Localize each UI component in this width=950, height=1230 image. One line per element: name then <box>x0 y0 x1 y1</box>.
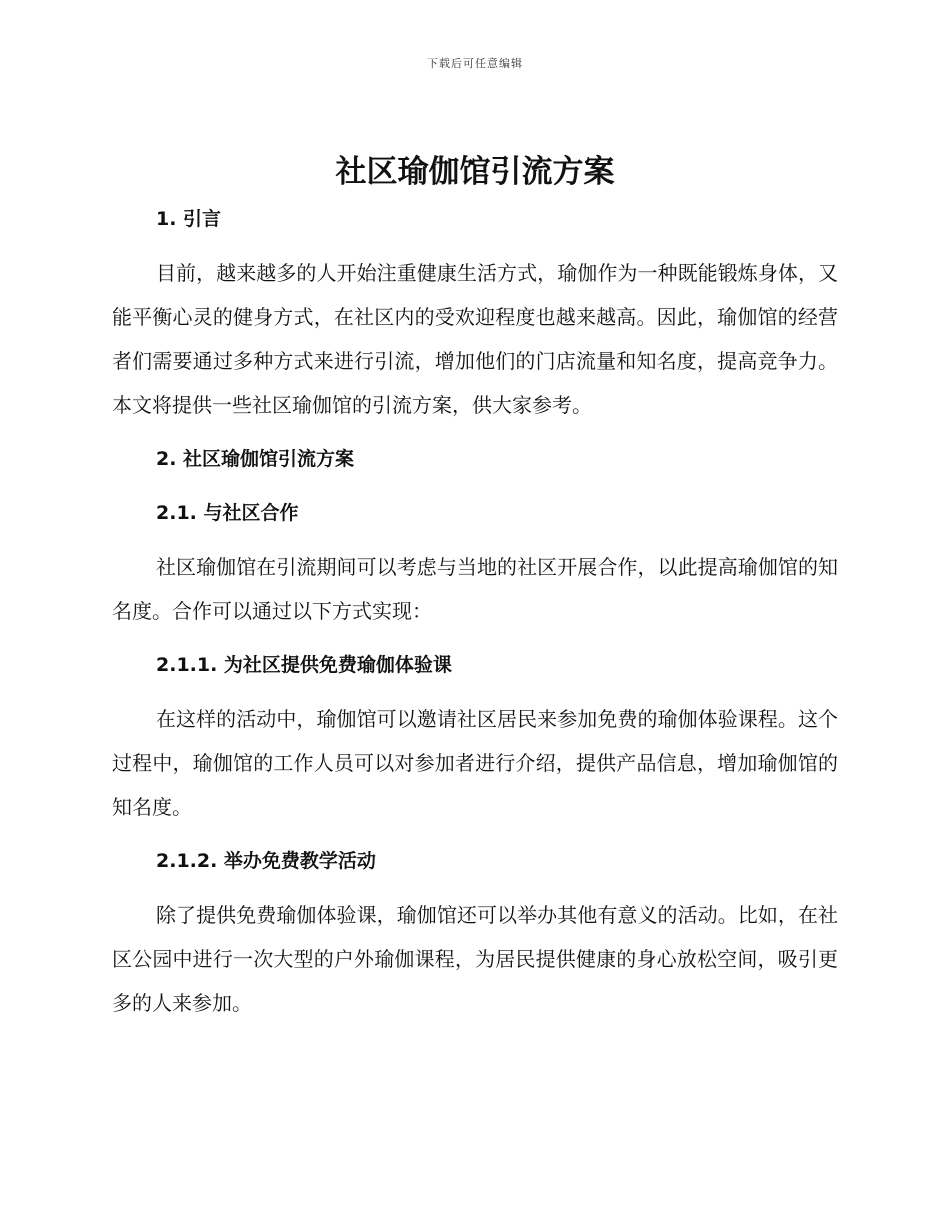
paragraph-intro: 目前，越来越多的人开始注重健康生活方式，瑜伽作为一种既能锻炼身体，又能平衡心灵的健身方式，在社区内的受欢迎程度也越来越高。因此，瑜伽馆的经营者们需要通过多种方式来进行引流，增加他们的门店流量和知名度，提高竞争力。本文将提供一些社区瑜伽馆的引流方案，供大家参考。 <box>112 261 838 417</box>
paragraph-cooperation: 社区瑜伽馆在引流期间可以考虑与当地的社区开展合作，以此提高瑜伽馆的知名度。合作可以通过以下方式实现： <box>112 555 838 623</box>
section-heading-intro: 1. 引言 <box>156 208 222 230</box>
section-heading-cooperation: 2.1. 与社区合作 <box>156 502 299 524</box>
paragraph-free-teaching: 除了提供免费瑜伽体验课，瑜伽馆还可以举办其他有意义的活动。比如，在社区公园中进行一次大型的户外瑜伽课程，为居民提供健康的身心放松空间，吸引更多的人来参加。 <box>112 903 838 1015</box>
paragraph-free-class: 在这样的活动中，瑜伽馆可以邀请社区居民来参加免费的瑜伽体验课程。这个过程中，瑜伽馆的工作人员可以对参加者进行介绍，提供产品信息，增加瑜伽馆的知名度。 <box>112 707 838 819</box>
section-heading-free-class: 2.1.1. 为社区提供免费瑜伽体验课 <box>156 654 452 676</box>
section-heading-plan: 2. 社区瑜伽馆引流方案 <box>156 448 355 470</box>
header-note: 下载后可任意编辑 <box>427 57 523 70</box>
section-heading-free-teaching: 2.1.2. 举办免费教学活动 <box>156 850 376 872</box>
document-title: 社区瑜伽馆引流方案 <box>335 154 615 190</box>
document-body <box>112 197 838 1025</box>
